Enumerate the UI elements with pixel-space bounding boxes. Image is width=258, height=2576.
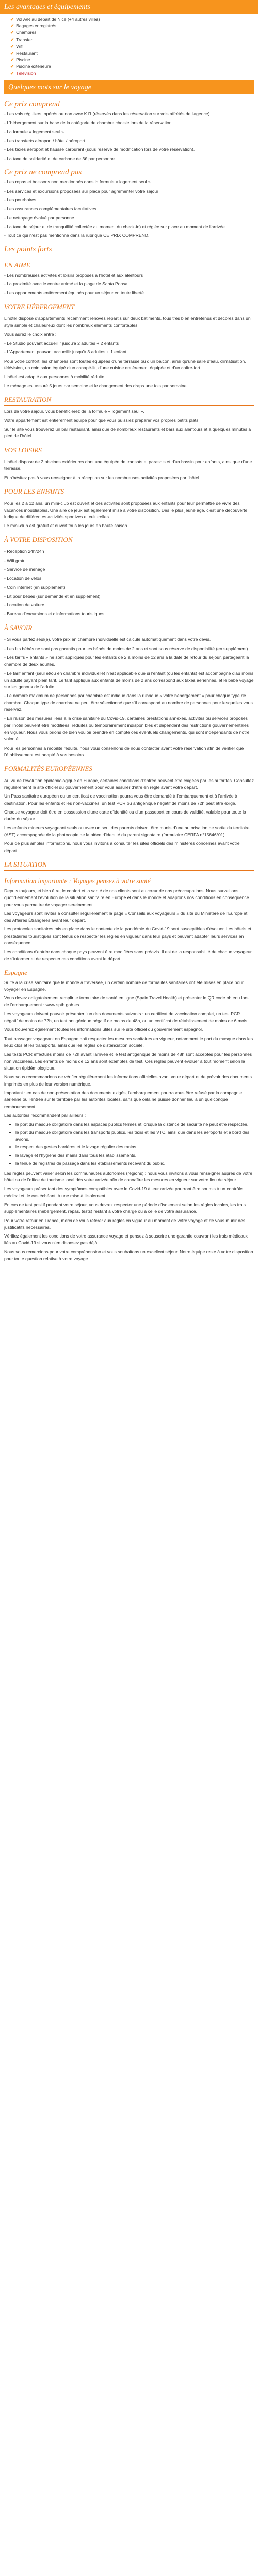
- paragraph: - En raison des mesures liées à la crise sanitaire du Covid-19, certaines prestations annexes, activités ou services proposés par l'hôtel peuvent être modifiées, réduites ou temporairement indisponibles et dépendent des restrictions gouvernementales en vigueur. Nous vous prions de bien vouloir prendre en compte ces éventuels changements, qui sont indépendants de notre volonté.: [4, 716, 250, 742]
- paragraph: Les enfants mineurs voyageant seuls ou avec un seul des parents doivent être munis d'une autorisation de sortie du territoire (AST) accompagnée de la photocopie de la pièce d'identité du parent signataire (formulaire CERFA n°15646*01).: [4, 825, 250, 837]
- paragraph: - Wifi gratuit: [4, 557, 28, 563]
- paragraph: - Les nombreuses activités et loisirs proposés à l'hôtel et aux alentours: [4, 272, 143, 278]
- advantage-label: Chambres: [16, 30, 37, 36]
- paragraph: - La formule « logement seul »: [4, 129, 64, 134]
- advantage-item: [10, 37, 254, 43]
- bullet-item: • la tenue de registres de passage dans les établissements recevant du public.: [15, 1160, 254, 1167]
- paragraph: Sur le site vous trouverez un bar restaurant, ainsi que de nombreux restaurants et bars aux alentours et à quelques minutes à pied de l'hôtel.: [4, 426, 251, 439]
- section-title: À VOTRE DISPOSITION: [4, 535, 254, 547]
- advantage-label: Wifi: [16, 43, 24, 49]
- paragraph: En cas de test positif pendant votre séjour, vous devrez respecter une période d'isolement selon les règles locales, les frais supplémentaires (hébergement, repas, tests) restant à votre charge ou à celle de votre assurance.: [4, 1201, 246, 1214]
- section-title: POUR LES ENFANTS: [4, 486, 254, 498]
- paragraph: Le ménage est assuré 5 jours par semaine et le changement des draps une fois par semaine.: [4, 383, 188, 388]
- section-title: VOTRE HÉBERGEMENT: [4, 302, 254, 314]
- paragraph: - Les lits bébés ne sont pas garantis pour les bébés de moins de 2 ans et sont sous réserve de disponibilité (en supplément).: [4, 646, 249, 651]
- advantage-item: [10, 43, 254, 50]
- bullet-item: • le port du masque obligatoire dans les transports publics, les taxis et les VTC, ainsi que dans les aéroports et à bord des avions.: [15, 1129, 254, 1143]
- advantage-item: [10, 70, 254, 77]
- sub-heading: EN AIME: [4, 261, 30, 269]
- paragraph: - Le tarif enfant (seul et/ou en chambre individuelle) n'est applicable que si l'enfant (ou les enfants) est accompagné d'au moins un adulte payant plein tarif. Le tarif appliqué aux enfants de moins de 2 ans correspond aux taxes aériennes, et le bébé voyage sur les genoux de l'adulte.: [4, 670, 254, 690]
- paragraph: Important : en cas de non-présentation des documents exigés, l'embarquement pourra vous être refusé par la compagnie aérienne ou l'entrée sur le territoire par les autorités locales, sans que cela ne puisse donner lieu à un quelconque remboursement.: [4, 1090, 243, 1109]
- paragraph: Pour votre confort, les chambres sont toutes équipées d'une terrasse ou d'un balcon, ainsi qu'une salle d'eau, climatisation, télévision, un coin salon équipé d'un canapé-lit, d'une cuisine entièrement équipée et d'un coffre-fort.: [4, 358, 246, 370]
- paragraph: Pour les personnes à mobilité réduite, nous vous conseillons de nous contacter avant votre réservation afin de vérifier que l'établissement est adapté à vos besoins.: [4, 745, 244, 757]
- paragraph: - Les taxes aéroport et hausse carburant (sous réserve de modification lors de votre réservation).: [4, 147, 195, 152]
- paragraph: - La taxe de séjour et de tranquillité collectée au moment du check-in) et réglée sur place au moment de l'arrivée.: [4, 224, 227, 229]
- paragraph: Depuis toujours, et bien être, le confort et la santé de nos clients sont au cœur de nos préoccupations. Nous surveillons quotidiennement l'évolution de la situation sanitaire en Europe et dans le monde et adaptons nos conditions en conséquence pour vous permettre de voyager sereinement.: [4, 888, 249, 907]
- paragraph: Votre appartement est entièrement équipé pour que vous puissiez préparer vos propres petits plats.: [4, 417, 200, 423]
- paragraph: Les voyageurs présentant des symptômes compatibles avec le Covid-19 à leur arrivée pourront être soumis à un contrôle médical et, le cas échéant, à une mise à l'isolement.: [4, 1186, 243, 1198]
- advantage-item: [10, 23, 254, 29]
- paragraph: Vérifiez également les conditions de votre assurance voyage et pensez à souscrire une garantie couvrant les frais médicaux liés au Covid-19 si vous n'en disposez pas déjà.: [4, 1233, 248, 1246]
- advantages-list: [4, 16, 254, 77]
- section-heading: Les points forts: [4, 245, 52, 253]
- advantage-item: [10, 29, 254, 36]
- check-icon: ✔: [10, 43, 14, 49]
- paragraph: - Les pourboires: [4, 197, 37, 203]
- paragraph: Un Pass sanitaire européen ou un certificat de vaccination pourra vous être demandé à l'embarquement et à l'arrivée à destination. Pour les enfants et les non-vaccinés, un test PCR ou antigénique négatif de moins de 72h peut être exigé.: [4, 793, 237, 806]
- bullet-list: [4, 1121, 254, 1167]
- paragraph: Nous vous recommandons de vérifier régulièrement les informations officielles avant votre départ et de prévoir des documents imprimés en plus de leur version numérique.: [4, 1074, 252, 1087]
- advantage-label: Transfert: [16, 37, 34, 42]
- sub-heading: Espagne: [4, 969, 27, 977]
- paragraph: Et n'hésitez pas à vous renseigner à la réception sur les nombreuses activités proposées par l'hôtel.: [4, 474, 201, 480]
- paragraph: Vous aurez le choix entre :: [4, 331, 57, 337]
- advantage-label: Piscine: [16, 57, 30, 63]
- paragraph: - Les transferts aéroport / hôtel / aéroport: [4, 138, 85, 143]
- paragraph: Chaque voyageur doit être en possession d'une carte d'identité ou d'un passeport en cours de validité, valable pour toute la durée du séjour.: [4, 809, 246, 822]
- sub-heading: Information importante : Voyages pensez à votre santé: [4, 877, 151, 885]
- trip-info-header: Quelques mots sur le voyage: [4, 80, 254, 94]
- advantages-header: Les avantages et équipements: [0, 0, 258, 14]
- advantage-item: [10, 57, 254, 63]
- paragraph: - Service de ménage: [4, 566, 45, 572]
- paragraph: - Les assurances complémentaires facultatives: [4, 206, 96, 212]
- paragraph: - Le nombre maximum de personnes par chambre est indiqué dans la rubrique « votre hébergement » pour chaque type de chambre. Chaque type de chambre ne peut être sélectionné que s'il correspond au nombre de personnes pour lesquelles vous réservez.: [4, 693, 253, 713]
- bullet-item: • le respect des gestes barrières et le lavage régulier des mains.: [15, 1144, 254, 1150]
- paragraph: - Le nettoyage évalué par personne: [4, 215, 74, 221]
- paragraph: - La proximité avec le centre animé et la plage de Santa Ponsa: [4, 281, 128, 286]
- section-title: VOS LOISIRS: [4, 445, 254, 457]
- paragraph: Les règles peuvent varier selon les communautés autonomes (régions) : nous vous invitons à vous renseigner auprès de votre hôtel ou de l'office de tourisme local dès votre arrivée afin de connaître les mesures en vigueur sur votre lieu de séjour.: [4, 1170, 253, 1182]
- paragraph: Vous devez obligatoirement remplir le formulaire de santé en ligne (Spain Travel Health) et présenter le QR code obtenu lors de l'embarquement : www.spth.gob.es: [4, 995, 249, 1008]
- paragraph: - L'Appartement pouvant accueillir jusqu'à 3 adultes + 1 enfant: [4, 349, 127, 355]
- paragraph: - Le Studio pouvant accueillir jusqu'à 2 adultes + 2 enfants: [4, 340, 119, 346]
- advantage-label: Vol A/R au départ de Nice (+4 autres villes): [16, 16, 100, 22]
- paragraph: - Bureau d'excursions et d'informations touristiques: [4, 611, 105, 617]
- paragraph: - Réception 24h/24h: [4, 549, 44, 554]
- paragraph: Pour les 2 à 12 ans, un mini-club est ouvert et des activités sont proposées aux enfants pour leur permettre de vivre des vacances inoubliables. Une aire de jeux est également mise à votre disposition. Dès le plus jeune âge, c'est une découverte ludique de différentes activités sportives et culturelles.: [4, 500, 248, 520]
- paragraph: Le mini-club est gratuit et ouvert tous les jours en haute saison.: [4, 523, 128, 529]
- paragraph: L'hôtel dispose de 2 piscines extérieures dont une équipée de transats et parasols et d'un bassin pour enfants, ainsi que d'une terrasse.: [4, 459, 252, 471]
- section-heading: Ce prix comprend: [4, 99, 60, 108]
- check-icon: ✔: [10, 30, 14, 36]
- paragraph: Au vu de l'évolution épidémiologique en Europe, certaines conditions d'entrée peuvent être exigées par les autorités. Consultez régulièrement le site officiel du gouvernement pour vous assurer d'être en règle avant votre départ.: [4, 777, 254, 790]
- advantage-item: [10, 16, 254, 23]
- paragraph: Les autorités recommandent par ailleurs :: [4, 1112, 86, 1118]
- check-icon: ✔: [10, 50, 14, 56]
- paragraph: Lors de votre séjour, vous bénéficierez de la formule « logement seul ».: [4, 409, 144, 414]
- paragraph: Suite à la crise sanitaire que le monde a traversée, un certain nombre de formalités sanitaires ont été mises en place pour voyager en Espagne.: [4, 979, 244, 992]
- content: [4, 98, 254, 1263]
- section-title: RESTAURATION: [4, 395, 254, 406]
- paragraph: Les voyageurs sont invités à consulter régulièrement la page « Conseils aux voyageurs » du site du Ministère de l'Europe et des Affaires Étrangères avant leur départ.: [4, 910, 248, 923]
- paragraph: - Location de voiture: [4, 602, 44, 608]
- check-icon: ✔: [10, 16, 14, 22]
- paragraph: - Les appartements entièrement équipés pour un séjour en toute liberté: [4, 290, 144, 296]
- paragraph: - Coin internet (en supplément): [4, 584, 66, 590]
- paragraph: - Les vols réguliers, opérés ou non avec K.R (réservés dans les réservation sur vols affrétés de l'agence).: [4, 111, 211, 117]
- check-icon: ✔: [10, 37, 14, 42]
- paragraph: Les conditions d'entrée dans chaque pays peuvent être modifiées sans préavis. Il est de la responsabilité de chaque voyageur de s'informer et de respecter ces conditions avant le départ.: [4, 949, 252, 961]
- check-icon: ✔: [10, 64, 14, 70]
- bullet-item: • le lavage et l'hygiène des mains dans tous les établissements.: [15, 1152, 254, 1159]
- paragraph: Tout passager voyageant en Espagne doit respecter les mesures sanitaires en vigueur, notamment le port du masque dans les lieux clos et les transports, ainsi que les règles de distanciation sociale.: [4, 1036, 253, 1048]
- paragraph: - Les tarifs « enfants » ne sont appliqués pour les enfants de 2 à moins de 12 ans à la date de retour du séjour, partageant la chambre de deux adultes.: [4, 654, 249, 667]
- section-title: FORMALITÉS EUROPÉENNES: [4, 764, 254, 775]
- paragraph: - La taxe de solidarité et de carbone de 3€ par personne.: [4, 156, 116, 161]
- paragraph: Les protocoles sanitaires mis en place dans le contexte de la pandémie du Covid-19 sont susceptibles d'évoluer. Les hôtels et prestataires touristiques sont tenus de respecter les règles en vigueur dans leur pays et peuvent adapter leurs services en conséquence.: [4, 926, 251, 946]
- paragraph: L'hôtel dispose d'appartements récemment rénovés répartis sur deux bâtiments, tous très bien entretenus et décorés dans un style simple et chaleureux dont les nombreux éléments confortables.: [4, 316, 251, 328]
- paragraph: Pour de plus amples informations, nous vous invitons à consulter les sites officiels des ministères concernés avant votre départ.: [4, 841, 240, 853]
- paragraph: Nous vous remercions pour votre compréhension et vous souhaitons un excellent séjour. Notre équipe reste à votre disposition pour toute question relative à votre voyage.: [4, 1249, 253, 1262]
- advantage-label: Télévision: [16, 71, 36, 76]
- check-icon: ✔: [10, 71, 14, 76]
- page: [0, 0, 258, 1269]
- paragraph: - L'hébergement sur la base de la catégorie de chambre choisie lors de la réservation.: [4, 120, 173, 126]
- paragraph: - Location de vélos: [4, 575, 42, 581]
- paragraph: Les tests PCR effectués moins de 72h avant l'arrivée et le test antigénique de moins de 48h sont acceptés pour les personnes non vaccinées. Les enfants de moins de 12 ans sont exemptés de test. Ces règles peuvent évoluer à tout moment selon la situation épidémiologique.: [4, 1052, 252, 1071]
- paragraph: Pour votre retour en France, merci de vous référer aux règles en vigueur au moment de votre voyage et de vous munir des justificatifs nécessaires.: [4, 1217, 246, 1230]
- advantage-label: Restaurant: [16, 50, 38, 56]
- paragraph: - Si vous partez seul(e), votre prix en chambre individuelle est calculé automatiquement dans votre devis.: [4, 637, 211, 642]
- check-icon: ✔: [10, 57, 14, 63]
- bullet-item: • le port du masque obligatoire dans les espaces publics fermés et lorsque la distance de sécurité ne peut être respectée.: [15, 1121, 254, 1128]
- paragraph: - Les repas et boissons non mentionnés dans la formule « logement seul »: [4, 179, 151, 185]
- advantage-item: [10, 63, 254, 70]
- paragraph: - Les services et excursions proposées sur place pour agrémenter votre séjour: [4, 188, 159, 194]
- paragraph: - Lit pour bébés (sur demande et en supplément): [4, 593, 101, 599]
- advantage-label: Piscine extérieure: [16, 64, 51, 70]
- check-icon: ✔: [10, 23, 14, 29]
- paragraph: - Tout ce qui n'est pas mentionné dans la rubrique CE PRIX COMPREND.: [4, 233, 150, 239]
- section-heading: Ce prix ne comprend pas: [4, 167, 82, 176]
- section-title: LA SITUATION: [4, 859, 254, 871]
- advantage-label: Bagages enregistrés: [16, 23, 57, 29]
- advantage-item: [10, 50, 254, 57]
- paragraph: Vous trouverez également toutes les informations utiles sur le site officiel du gouvernement espagnol.: [4, 1027, 203, 1032]
- paragraph: Les voyageurs doivent pouvoir présenter l'un des documents suivants : un certificat de vaccination complet, un test PCR négatif de moins de 72h, un test antigénique négatif de moins de 48h, ou un certificat de rétablissement de moins de 6 mois.: [4, 1011, 249, 1024]
- paragraph: L'hôtel est adapté aux personnes à mobilité réduite.: [4, 374, 106, 380]
- section-title: À SAVOIR: [4, 623, 254, 635]
